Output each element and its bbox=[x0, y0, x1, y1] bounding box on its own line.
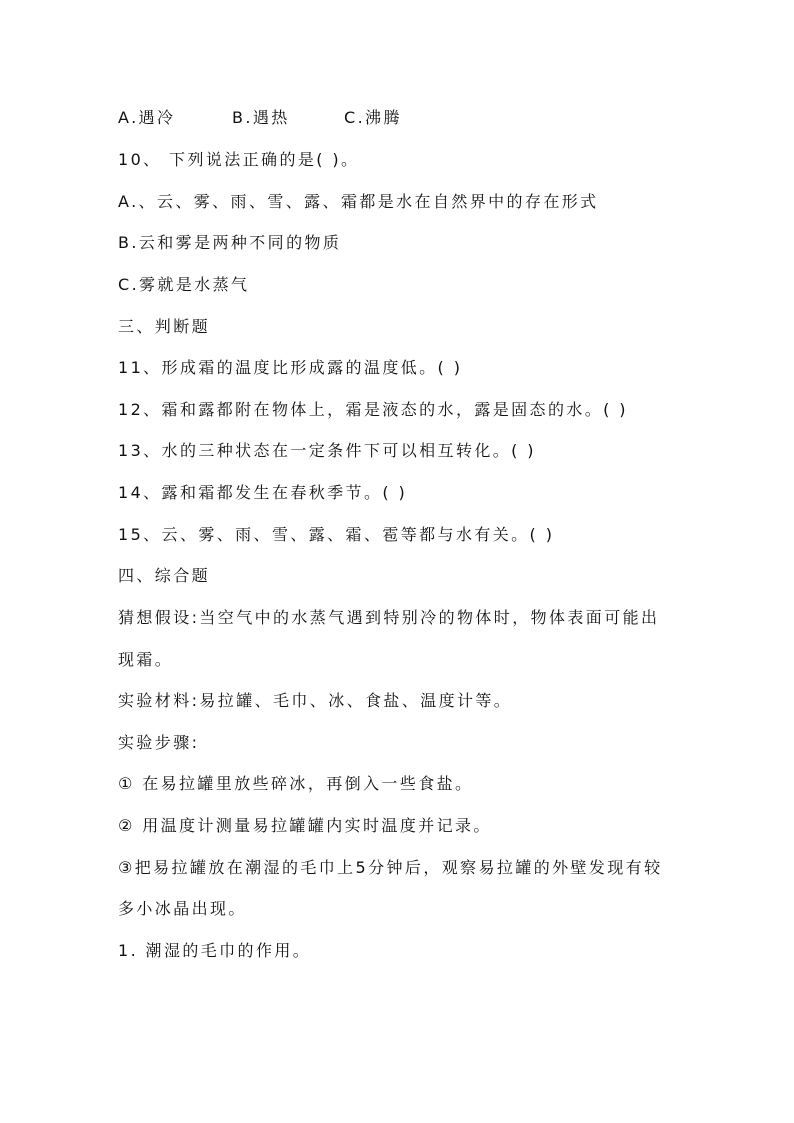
judgment-item-11: 11、形成霜的温度比形成露的温度低。( ) bbox=[118, 358, 463, 377]
question-1: 1. 潮湿的毛巾的作用。 bbox=[118, 941, 312, 960]
section4-title: 四、综合题 bbox=[118, 566, 211, 585]
judgment-item-12: 12、霜和露都附在物体上，霜是液态的水，露是固态的水。( ) bbox=[118, 400, 628, 419]
q9-option-b: B.遇热 bbox=[232, 108, 290, 127]
q10-option-b: B.云和雾是两种不同的物质 bbox=[118, 233, 342, 252]
hypothesis-line-1: 猜想假设:当空气中的水蒸气遇到特别冷的物体时，物体表面可能出 bbox=[118, 608, 660, 627]
q10-stem: 10、 下列说法正确的是( )。 bbox=[118, 150, 360, 169]
step-3-line-1: ③把易拉罐放在潮湿的毛巾上5分钟后，观察易拉罐的外壁发现有较 bbox=[118, 858, 663, 877]
materials-line: 实验材料:易拉罐、毛巾、冰、食盐、温度计等。 bbox=[118, 691, 513, 710]
q10-option-c: C.雾就是水蒸气 bbox=[118, 275, 250, 294]
q9-option-c: C.沸腾 bbox=[344, 108, 402, 127]
section3-title: 三、判断题 bbox=[118, 317, 211, 336]
step-1: ① 在易拉罐里放些碎冰，再倒入一些食盐。 bbox=[118, 774, 474, 793]
step-3-line-2: 多小冰晶出现。 bbox=[118, 899, 247, 918]
q9-option-a: A.遇冷 bbox=[118, 108, 176, 127]
judgment-item-15: 15、云、雾、雨、雪、露、霜、雹等都与水有关。( ) bbox=[118, 525, 555, 544]
hypothesis-line-2: 现霜。 bbox=[118, 650, 174, 669]
judgment-item-13: 13、水的三种状态在一定条件下可以相互转化。( ) bbox=[118, 441, 536, 460]
steps-title: 实验步骤: bbox=[118, 733, 200, 752]
q10-option-a: A.、云、雾、雨、雪、露、霜都是水在自然界中的存在形式 bbox=[118, 192, 599, 211]
judgment-item-14: 14、露和霜都发生在春秋季节。( ) bbox=[118, 483, 408, 502]
step-2: ② 用温度计测量易拉罐罐内实时温度并记录。 bbox=[118, 816, 492, 835]
